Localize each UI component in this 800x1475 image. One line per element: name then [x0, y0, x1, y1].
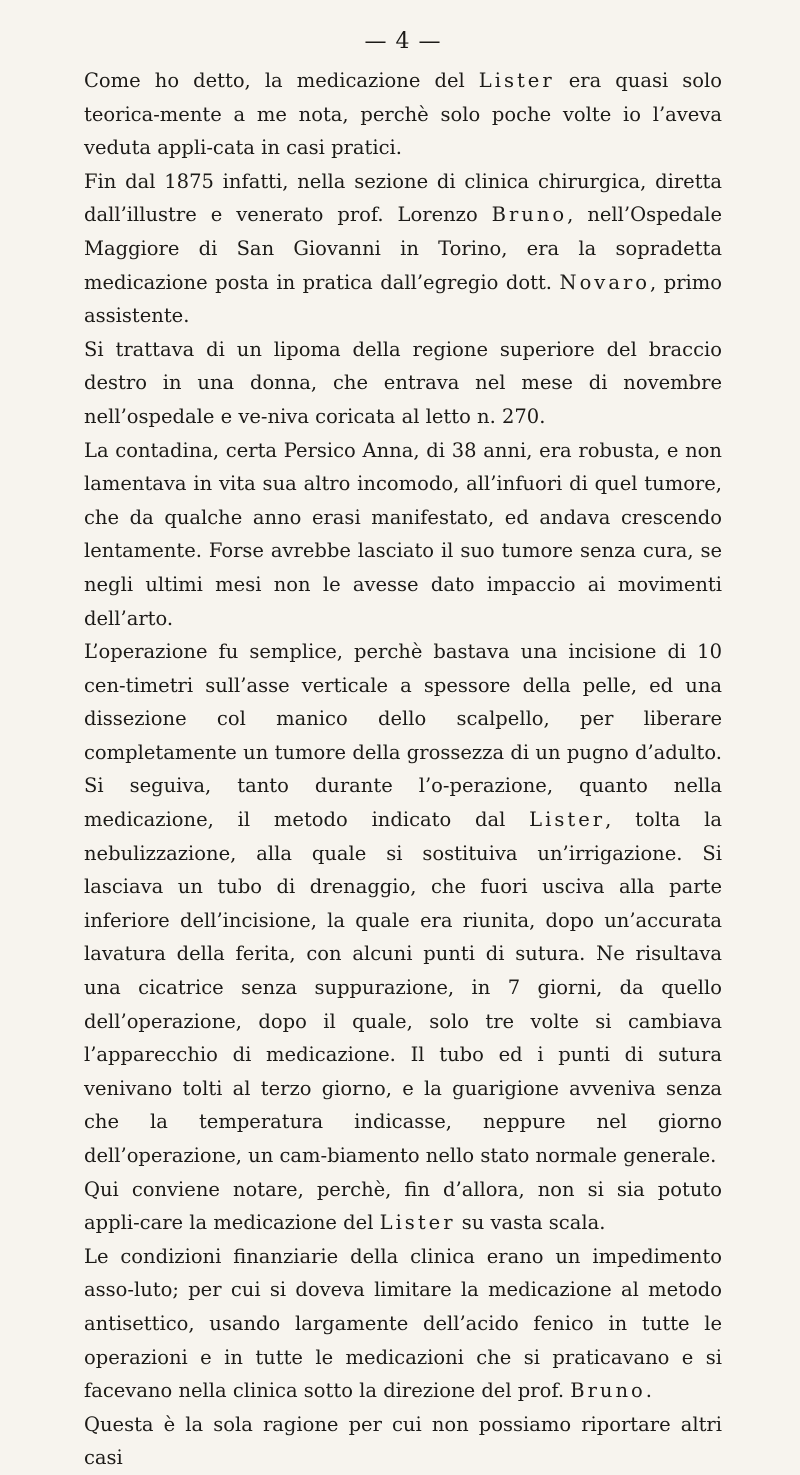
spaced-name: Bruno — [491, 203, 568, 227]
spaced-name: Novaro — [559, 270, 651, 294]
paragraph: L’operazione fu semplice, perchè bastava una incisione di 10 cen-timetri sull’asse verticale a spessore della pelle, ed una dissezione col manico dello scalpello, per liberare completamente un tumore della grossezza di un pugno d’adulto. Si seguiva, tanto durante l’o-perazione, quanto nella medicazione, il metodo indicato dal Lister, tolta la nebulizzazione, alla quale si sostituiva un’irrigazione. Si lasciava un tubo di drenaggio, che fuori usciva alla parte inferiore dell’incisione, la quale era riunita, dopo un’accurata lavatura della ferita, con alcuni punti di sutura. Ne risultava una cicatrice senza suppurazione, in 7 giorni, da quello dell’operazione, dopo il quale, solo tre volte si cambiava l’apparecchio di medicazione. Il tubo ed i punti di sutura venivano tolti al terzo giorno, e la guarigione avveniva senza che la temperatura indicasse, neppure nel giorno dell’operazione, un cam-biamento nello stato normale generale. — [84, 640, 723, 1167]
spaced-name: Lister — [478, 69, 555, 92]
paragraph: Le condizioni finanziarie della clinica erano un impedimento asso-luto; per cui si doveva limitare la medicazione al metodo antisettico, usando largamente dell’acido fenico in tutte le operazioni e in tutte le medicazioni che si praticavano e si facevano nella clinica sotto la direzione del prof. Bruno. — [84, 1244, 722, 1403]
page-number: — 4 — — [364, 29, 442, 54]
paragraph: Si trattava di un lipoma della regione superiore del braccio destro in una donna, che entrava nel mese di novembre nell’ospedale e ve-niva coricata al letto n. 270. — [84, 337, 722, 428]
spaced-name: Bruno — [570, 1379, 646, 1403]
paragraph: Questa è la sola ragione per cui non possiamo riportare altri casi — [84, 1412, 722, 1470]
paragraph: Qui conviene notare, perchè, fin d’allora, non si sia potuto appli-care la medicazione del Lister su vasta scala. — [84, 1177, 722, 1235]
paragraph: Come ho detto, la medicazione del Lister era quasi solo teorica-mente a me nota, perchè solo poche volte io l’aveva veduta appli-cata in casi pratici. — [84, 69, 722, 160]
spaced-name: Lister — [529, 808, 606, 832]
paragraph: Fin dal 1875 infatti, nella sezione di clinica chirurgica, diretta dall’illustre e venerato prof. Lorenzo Bruno, nell’Ospedale Maggiore di San Giovanni in Torino, era la sopradetta medicazione posta in pratica dall’egregio dott. Novaro, primo assistente. — [84, 169, 723, 328]
spaced-name: Lister — [379, 1211, 456, 1235]
paragraph: La contadina, certa Persico Anna, di 38 anni, era robusta, e non lamentava in vita sua altro incomodo, all’infuori di quel tumore, che da qualche anno erasi manifestato, ed andava crescendo lentamente. Forse avrebbe lasciato il suo tumore senza cura, se negli ultimi mesi non le avesse dato impaccio ai movimenti dell’arto. — [84, 438, 722, 630]
body-text — [84, 64, 722, 1475]
